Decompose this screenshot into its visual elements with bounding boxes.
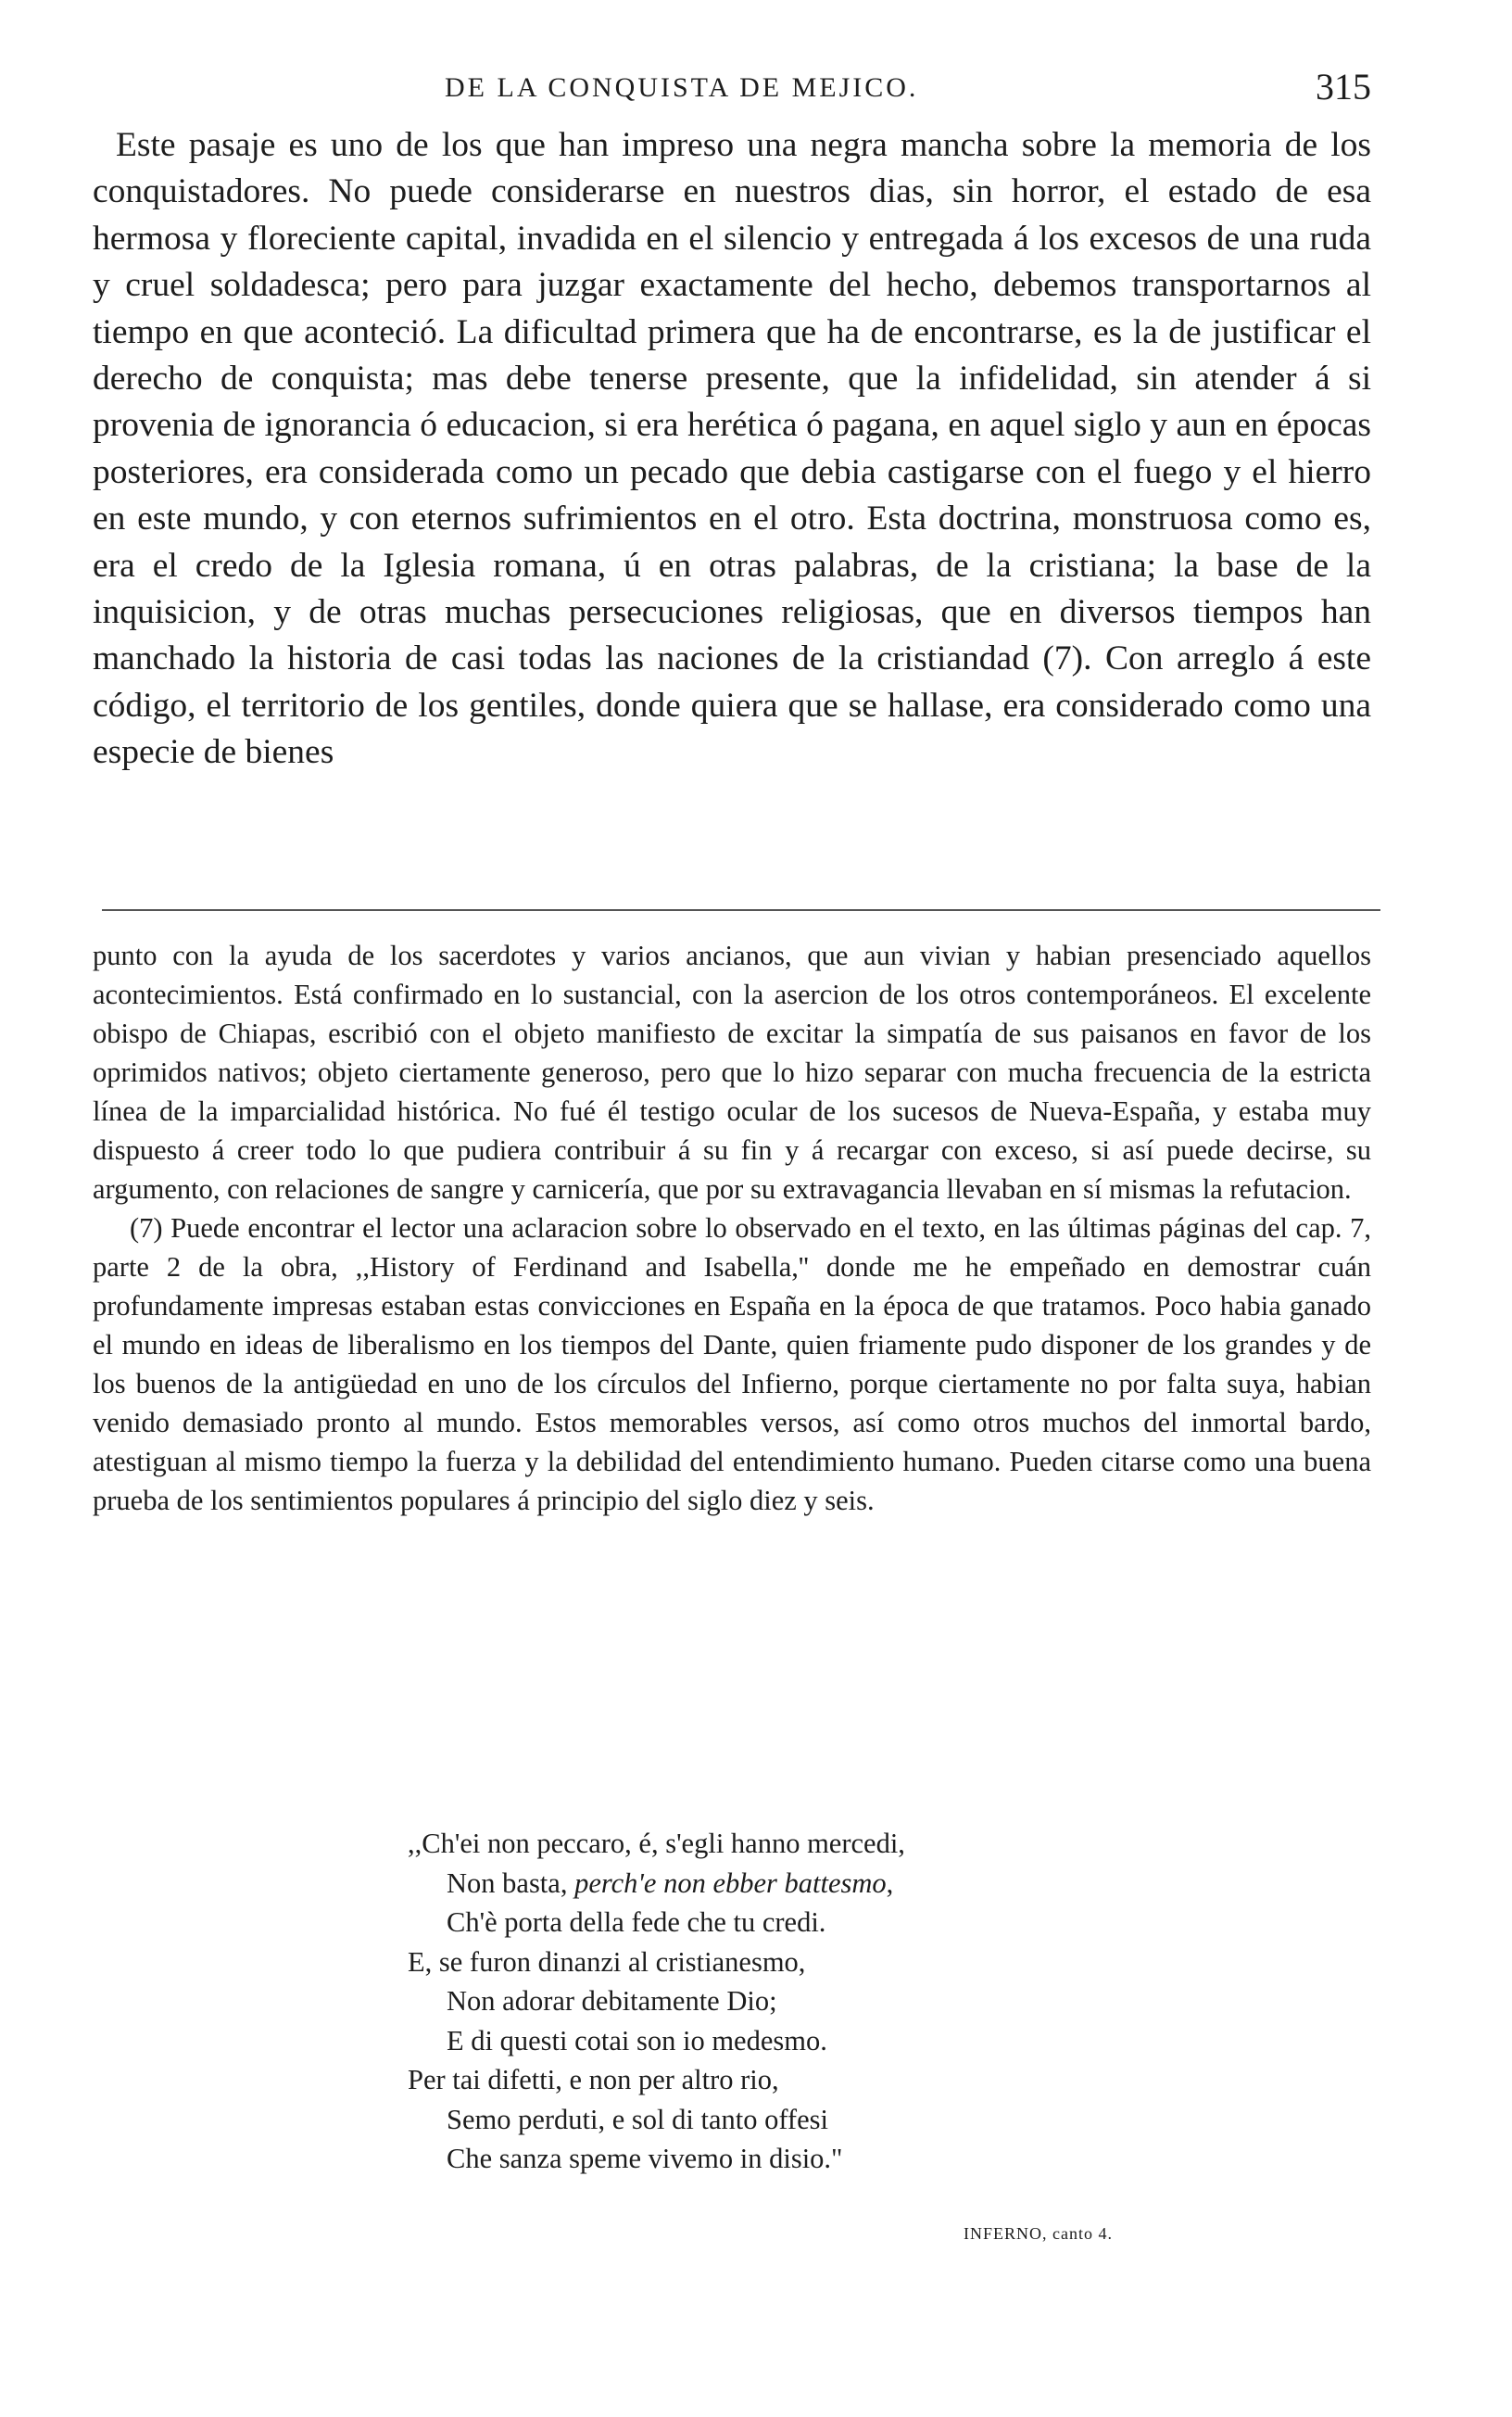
poem-line: Non adorar debitamente Dio;: [447, 1985, 777, 2017]
poem-quotation: [408, 1824, 1241, 2179]
poem-line: Per tai difetti, e non per altro rio,: [408, 2064, 779, 2095]
footnote-divider: [102, 909, 1380, 911]
poem-line: Ch'è porta della fede che tu credi.: [447, 1906, 826, 1938]
running-title: DE LA CONQUISTA DE MEJICO.: [445, 72, 919, 103]
poem-line-italic: perch'e non ebber battesmo: [574, 1867, 887, 1899]
page-number: 315: [1316, 66, 1371, 108]
running-head: [93, 65, 1371, 111]
poem-line: [408, 1864, 1241, 1904]
poem-line-suffix: ,: [886, 1867, 894, 1899]
body-paragraph: Este pasaje es uno de los que han impreso una negra mancha sobre la memoria de los conquistadores. No puede considerarse en nuestros dias, sin horror, el estado de esa hermosa y floreciente capital, invadida en el silencio y entregada á los excesos de una ruda y cruel soldadesca; pero para juzgar exactamente del hecho, debemos transportarnos al tiempo en que aconteció. La dificultad primera que ha de encontrarse, es la de justificar el derecho de conquista; mas debe tenerse presente, que la infidelidad, sin atender á si provenia de ignorancia ó educacion, si era herética ó pagana, en aquel siglo y aun en épocas posteriores, era considerada como un pecado que debia castigarse con el fuego y el hierro en este mundo, y con eternos sufrimientos en el otro. Esta doctrina, monstruosa como es, era el credo de la Iglesia romana, ú en otras palabras, de la cristiana; la base de la inquisicion, y de otras muchas persecuciones religiosas, que en diversos tiempos han manchado la historia de casi todas las naciones de la cristiandad (7). Con arreglo á este código, el territorio de los gentiles, donde quiera que se hallase, era considerado como una especie de bienes: [93, 126, 1371, 772]
poem-line: Che sanza speme vivemo in disio.": [447, 2143, 843, 2174]
footnotes: [93, 936, 1371, 1520]
poem-line: ,,Ch'ei non peccaro, é, s'egli hanno mercedi,: [408, 1828, 905, 1859]
poem-line: E di questi cotai son io medesmo.: [447, 2024, 827, 2056]
poem-line: E, se furon dinanzi al cristianesmo,: [408, 1945, 806, 1978]
footnote-7: (7) Puede encontrar el lector una aclaracion sobre lo observado en el texto, en las últimas páginas del cap. 7, parte 2 de la obra, ,,History of Ferdinand and Isabella,'' donde me he empeñado en demostrar cuán profundamente impresas estaban estas convicciones en España en la época de que tratamos. Poco habia ganado el mundo en ideas de liberalismo en los tiempos del Dante, quien friamente pudo disponer de los grandes y de los buenos de la antigüedad en uno de los círculos del Infierno, porque ciertamente no por falta suya, habian venido demasiado pronto al mundo. Estos memorables versos, así como otros muchos del inmortal bardo, atestiguan al mismo tiempo la fuerza y la debilidad del entendimiento humano. Pueden citarse como una buena prueba de los sentimientos populares á principio del siglo diez y seis.: [93, 1212, 1371, 1516]
poem-line: Semo perduti, e sol di tanto offesi: [447, 2103, 828, 2135]
footnote-continued: punto con la ayuda de los sacerdotes y varios ancianos, que aun vivian y habian presenciado aquellos acontecimientos. Está confirmado en lo sustancial, con la asercion de los otros contemporáneos. El excelente obispo de Chiapas, escribió con el objeto manifiesto de excitar la simpatía de sus paisanos en favor de los oprimidos nativos; objeto ciertamente generoso, pero que lo hizo separar con mucha frecuencia de la estricta línea de la imparcialidad histórica. No fué él testigo ocular de los sucesos de Nueva-España, y estaba muy dispuesto á creer todo lo que pudiera contribuir á su fin y á recargar con exceso, si así puede decirse, su argumento, con relaciones de sangre y carnicería, que por su extravagancia llevaban en sí mismas la refutacion.: [93, 940, 1371, 1205]
poem-citation: INFERNO, canto 4.: [964, 2224, 1113, 2243]
poem-line-prefix: Non basta,: [447, 1867, 575, 1899]
